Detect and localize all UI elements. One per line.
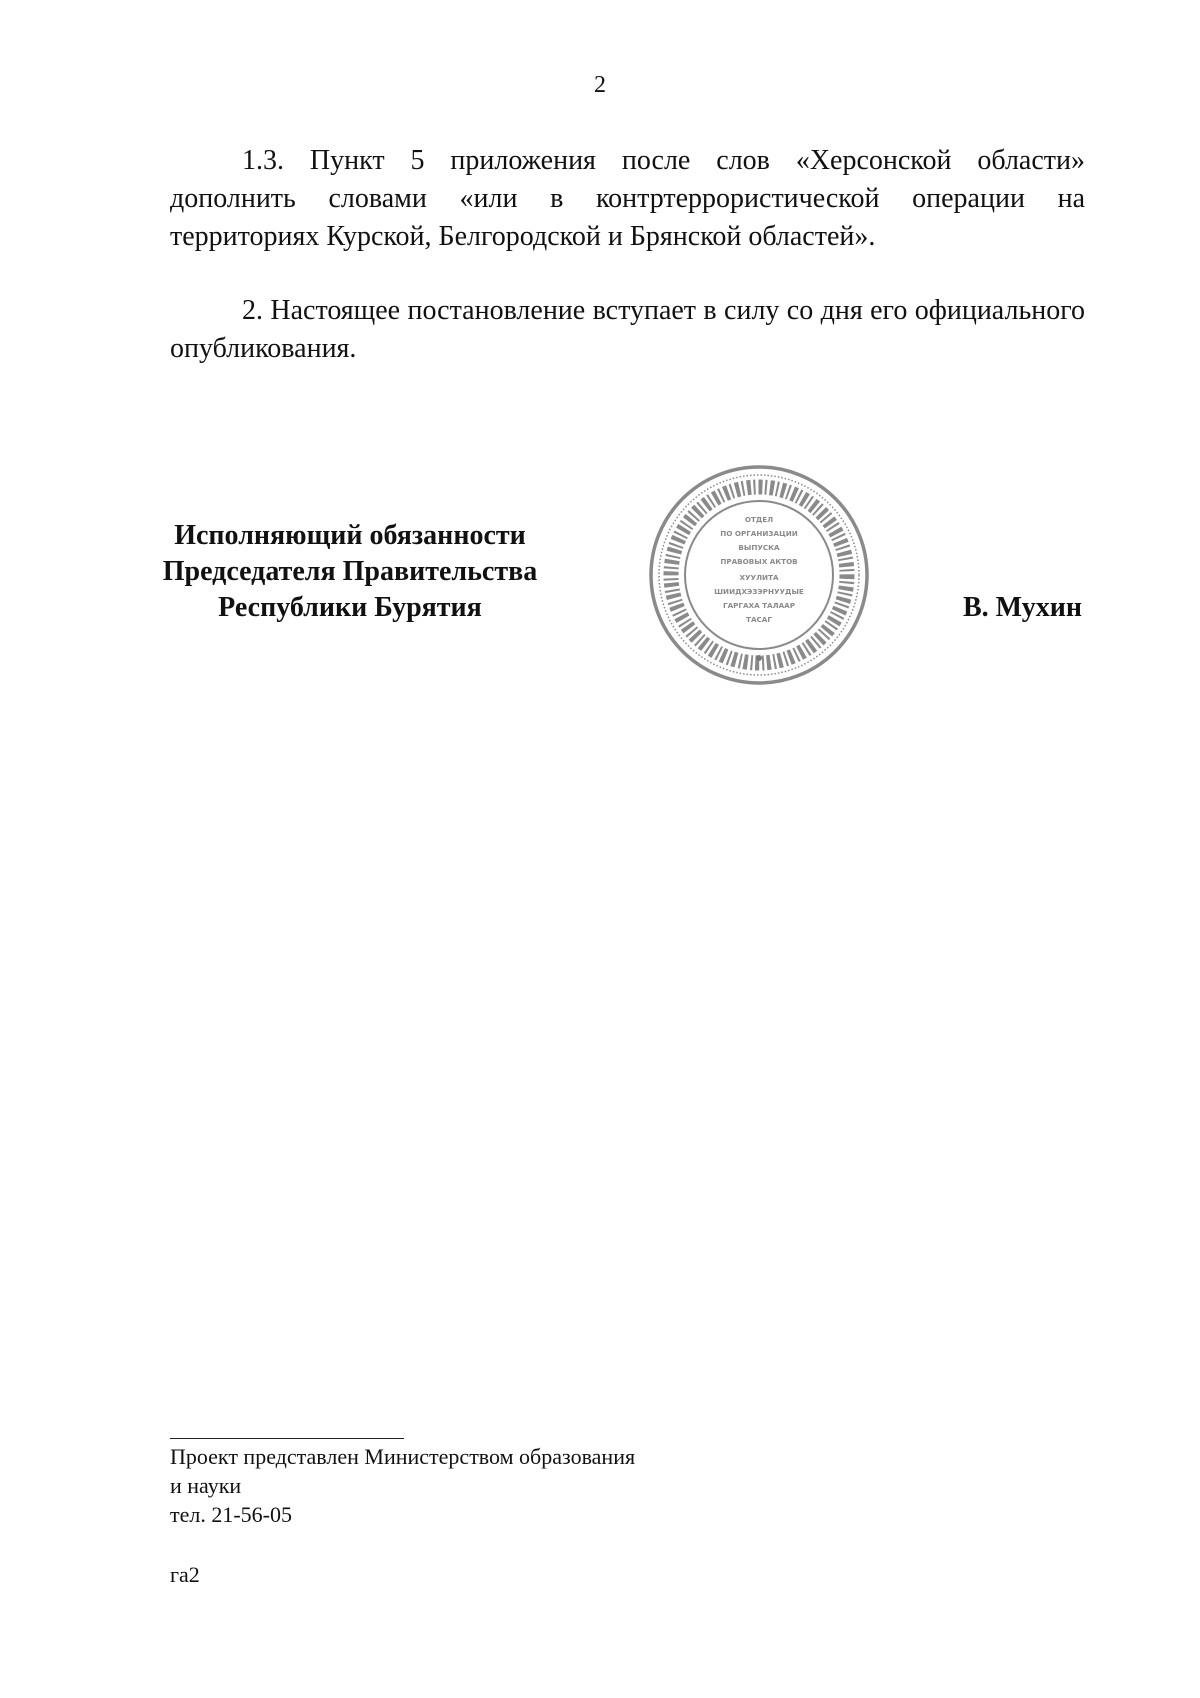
signer-name: В. Мухин (963, 592, 1082, 623)
seal-text-line: ТАСАГ (746, 615, 772, 624)
signer-title-line: Республики Бурятия (218, 592, 482, 623)
footnote-line: тел. 21-56-05 (170, 1502, 293, 1527)
page-number: 2 (594, 72, 606, 98)
seal-text-line: ВЫПУСКА (738, 543, 780, 552)
document-code: га2 (170, 1562, 200, 1587)
footnote (170, 1442, 770, 1529)
official-seal-stamp (646, 462, 872, 688)
paragraph-2 (170, 292, 1085, 368)
seal-text-line: ГАРГАХА ТАЛААР (723, 601, 795, 610)
seal-text-line: ПО ОРГАНИЗАЦИИ (720, 529, 798, 538)
seal-text-line: ШИИДХЭЗЭРНУУДЫЕ (714, 587, 804, 596)
seal-text-line: ХУУЛИТА (739, 573, 779, 582)
signer-title-line: Председателя Правительства (162, 556, 538, 587)
seal-text-line: ПРАВОВЫХ АКТОВ (720, 557, 798, 566)
signer-title (160, 518, 540, 626)
footnote-line: и науки (170, 1473, 242, 1498)
seal-text-line: ОТДЕЛ (744, 515, 774, 524)
paragraph-text: 1.3. Пункт 5 приложения после слов «Херсонской области» дополнить словами «или в контртеррористической операции на территориях Курской, Белгородской и Брянской областей». (170, 145, 1085, 252)
seal-bottom-dot (756, 655, 762, 661)
footnote-line: Проект представлен Министерством образования (170, 1444, 636, 1469)
paragraph-text: 2. Настоящее постановление вступает в силу со дня его официального опубликования. (170, 295, 1085, 364)
paragraph-1-3 (170, 142, 1085, 256)
footnote-divider (170, 1438, 404, 1439)
signer-title-line: Исполняющий обязанности (174, 520, 526, 551)
